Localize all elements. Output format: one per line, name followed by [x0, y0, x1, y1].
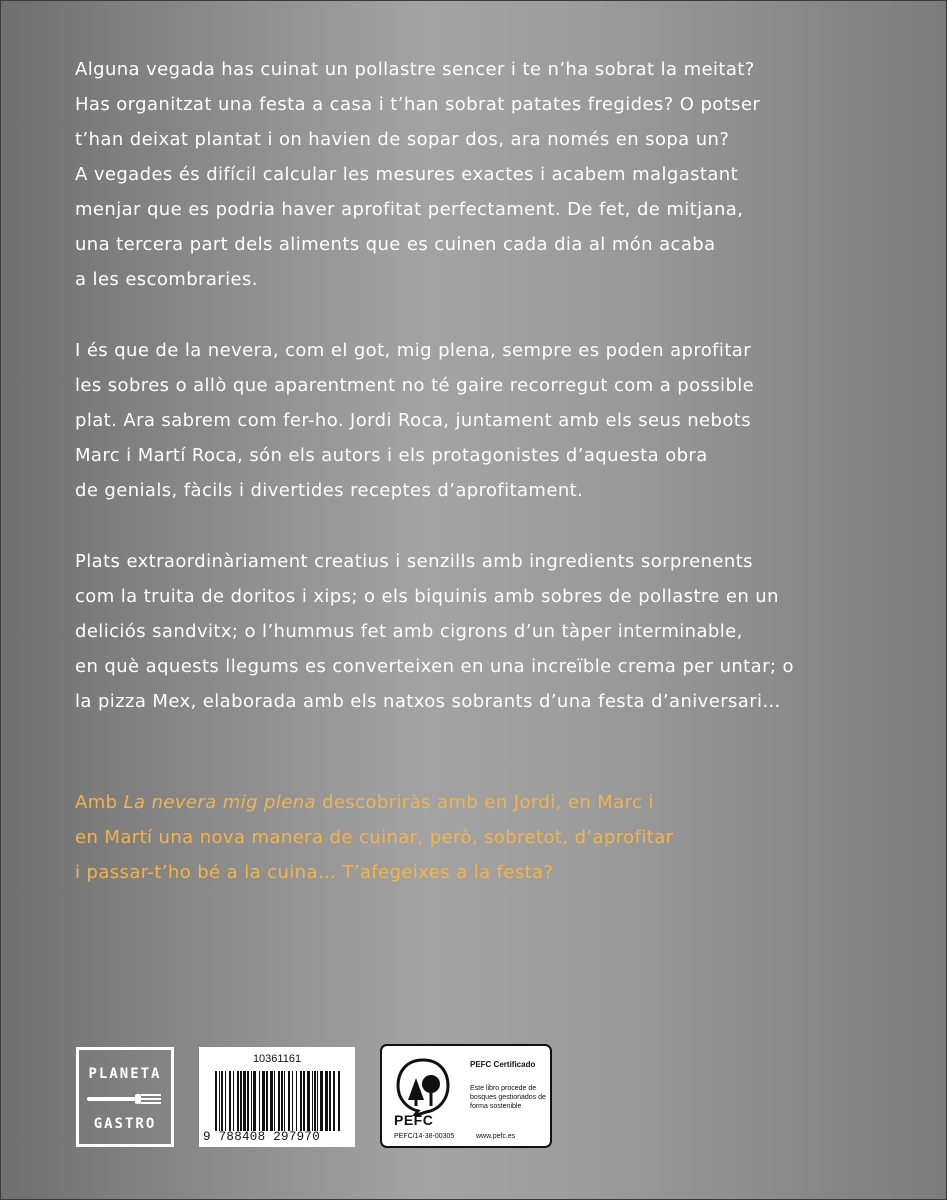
barcode-bar	[270, 1071, 273, 1131]
logo-bottom-text: GASTRO	[93, 1116, 157, 1132]
paragraph-line: les sobres o allò que aparentment no té gaire recorregut com a possible	[75, 375, 755, 396]
paragraph-line: Plats extraordinàriament creatius i senzills amb ingredients sorprenents	[75, 551, 753, 572]
barcode-bar	[281, 1071, 283, 1131]
publisher-logo	[76, 1047, 174, 1147]
paragraph-line: deliciós sandvitx; o l’hummus fet amb cigrons d’un tàper interminable,	[75, 621, 743, 642]
paragraph-line: en què aquests llegums es converteixen en una increïble crema per untar; o	[75, 656, 794, 677]
paragraph-line: menjar que es podria haver aprofitat perfectament. De fet, de mitjana,	[75, 199, 744, 220]
paragraph-1	[75, 52, 775, 297]
barcode-bar	[219, 1071, 220, 1131]
isbn-digits: 9 788408 297970	[203, 1130, 321, 1144]
cta-prefix: Amb	[75, 792, 124, 813]
logo-top-text: PLANETA	[88, 1066, 162, 1082]
barcode-bar	[233, 1071, 234, 1131]
barcode-bar	[292, 1071, 293, 1131]
paragraph-line: la pizza Mex, elaborada amb els natxos sobrants d’una festa d’aniversari…	[75, 691, 781, 712]
paragraph-line: plat. Ara sabrem com fer-ho. Jordi Roca, juntament amb els seus nebots	[75, 410, 751, 431]
barcode-bar	[284, 1071, 285, 1131]
pefc-code: PEFC/14-38-00305	[394, 1133, 455, 1140]
barcode-bar	[288, 1071, 290, 1131]
paragraph-line: a les escombraries.	[75, 269, 258, 290]
pefc-logo-text: PEFC	[394, 1112, 434, 1128]
barcode-bar	[237, 1071, 239, 1131]
barcode-bar	[229, 1071, 231, 1131]
paragraph-2	[75, 333, 775, 508]
barcode	[199, 1047, 355, 1147]
barcode-bar	[312, 1071, 313, 1131]
barcode-bar	[317, 1071, 318, 1131]
paragraph-line: una tercera part dels aliments que es cuinen cada dia al món acaba	[75, 234, 716, 255]
fork-icon	[87, 1092, 163, 1106]
cta-suffix: descobriràs amb en Jordi, en Marc i	[315, 792, 654, 813]
barcode-bar	[307, 1071, 310, 1131]
pefc-description: Este libro procede de bosques gestionados de forma sostenible	[470, 1085, 546, 1110]
barcode-bar	[221, 1071, 223, 1131]
barcode-bar	[300, 1071, 302, 1131]
barcode-bar	[296, 1071, 297, 1131]
pefc-trees-icon	[396, 1058, 450, 1116]
pefc-certification	[380, 1044, 552, 1148]
barcode-bar	[329, 1071, 331, 1131]
cta-line-3: i passar-t’ho bé a la cuina… T’afegeixes a la festa?	[75, 862, 554, 883]
barcode-bar	[338, 1071, 340, 1131]
cta-line-1	[75, 785, 775, 820]
barcode-bar	[253, 1071, 256, 1131]
barcode-code: 10361161	[252, 1053, 302, 1065]
paragraph-line: com la truita de doritos i xips; o els biquinis amb sobres de pollastre en un	[75, 586, 779, 607]
barcode-bar	[215, 1071, 217, 1131]
barcode-bar	[247, 1071, 249, 1131]
paragraph-3	[75, 544, 794, 719]
barcode-bar	[333, 1071, 335, 1131]
pefc-title: PEFC Certificado	[470, 1060, 536, 1069]
barcode-bar	[259, 1071, 260, 1131]
barcode-bar	[251, 1071, 252, 1131]
barcode-bar	[225, 1071, 226, 1131]
paragraph-line: Alguna vegada has cuinat un pollastre sencer i te n’ha sobrat la meitat?	[75, 59, 755, 80]
cta-line-2: en Martí una nova manera de cuinar, però, sobretot, d’aprofitar	[75, 827, 674, 848]
paragraph-line: de genials, fàcils i divertides receptes d’aprofitament.	[75, 480, 584, 501]
call-to-action	[75, 785, 775, 890]
barcode-bar	[325, 1071, 328, 1131]
barcode-bar	[314, 1071, 316, 1131]
pefc-url: www.pefc.es	[476, 1133, 516, 1140]
paragraph-line: Marc i Martí Roca, són els autors i els protagonistes d’aquesta obra	[75, 445, 708, 466]
barcode-bar	[320, 1071, 323, 1131]
blurb-text	[75, 52, 794, 755]
barcode-bar	[274, 1071, 275, 1131]
barcode-bar	[266, 1071, 268, 1131]
barcode-bars	[215, 1071, 341, 1131]
paragraph-line: A vegades és difícil calcular les mesures exactes i acabem malgastant	[75, 164, 739, 185]
barcode-bar	[240, 1071, 242, 1131]
paragraph-line: I és que de la nevera, com el got, mig plena, sempre es poden aprofitar	[75, 340, 752, 361]
barcode-bar	[262, 1071, 265, 1131]
barcode-bar	[243, 1071, 246, 1131]
paragraph-line: Has organitzat una festa a casa i t’han sobrat patates fregides? O potser	[75, 94, 761, 115]
barcode-bar	[278, 1071, 280, 1131]
barcode-bar	[303, 1071, 305, 1131]
book-title: La nevera mig plena	[123, 792, 316, 813]
paragraph-line: t’han deixat plantat i on havien de sopar dos, ara només en sopa un?	[75, 129, 730, 150]
